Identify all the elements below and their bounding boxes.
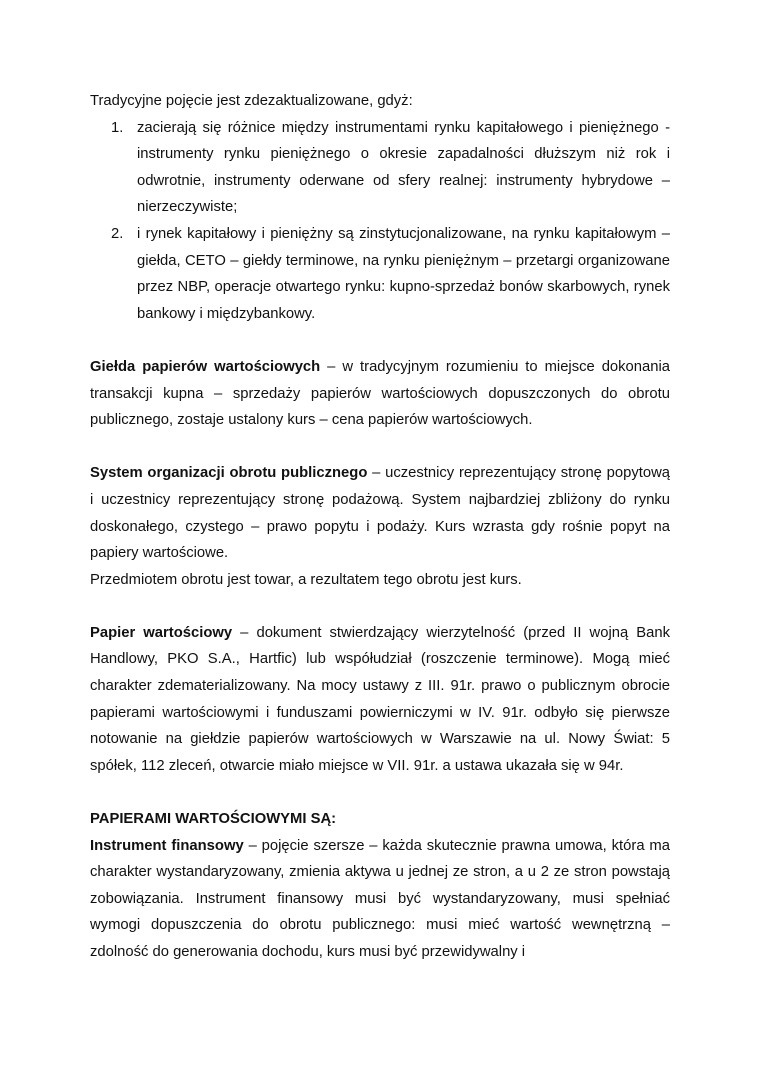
system-paragraph [90,460,670,566]
numbered-list [90,115,670,328]
list-item-text: zacierają się różnice między instrumentami rynku kapitałowego i pieniężnego - instrumenty rynku pieniężnego o okresie zapadalności dłuższym niż rok i odwrotnie, instrumenty oderwane od sfery realnej: instrumenty hybrydowe – nierzeczywiste; [137,119,670,216]
system-second-line: Przedmiotem obrotu jest towar, a rezultatem tego obrotu jest kurs. [90,571,522,588]
system-definition: – uczestnicy reprezentujący stronę popytową i uczestnicy reprezentujący stronę podażową. System najbardziej zbliżony do rynku doskonałego, czystego – prawo popytu i podaży. Kurs wzrasta gdy rośnie popyt na papiery wartościowe. [90,465,671,562]
instrument-definition: – pojęcie szersze – każda skutecznie prawna umowa, która ma charakter wystandaryzowany, zmienia aktywa u jednej ze stron, a u 2 ze stron powstają zobowiązania. Instrument finansowy musi być wystandaryzowany, musi spełniać wymogi dopuszczenia do obrotu publicznego: musi mieć wartość wewnętrzną – zdolność do generowania dochodu, kurs musi być przewidywalny i [90,837,670,960]
papier-paragraph [90,620,670,780]
list-item-number: 1. [111,119,124,136]
list-item-text: i rynek kapitałowy i pieniężny są zinstytucjonalizowane, na rynku kapitałowym – giełda, CETO – giełdy terminowe, na rynku pieniężnym – przetargi organizowane przez NBP, operacje otwartego rynku: kupno-sprzedaż bonów skarbowych, rynek bankowy i międzybankowy. [137,225,670,322]
paragraph-gap [90,327,670,354]
section-heading: PAPIERAMI WARTOŚCIOWYMI SĄ: [90,811,337,828]
instrument-term: Instrument finansowy [90,837,244,854]
gielda-paragraph [90,354,670,434]
instrument-paragraph [90,833,670,966]
system-term: System organizacji obrotu publicznego [90,465,368,482]
list-item [90,115,670,221]
gielda-definition: – w tradycyjnym rozumieniu to miejsce dokonania transakcji kupna – sprzedaży papierów wartościowych dopuszczonych do obrotu publicznego, zostaje ustalony kurs – cena papierów wartościowych. [90,358,670,429]
papier-term: Papier wartościowy [90,624,233,641]
list-item [90,221,670,327]
papier-definition: – dokument stwierdzający wierzytelność (przed II wojną Bank Handlowy, PKO S.A., Hartfic) lub współudział (roszczenie terminowe). Mogą mieć charakter zdematerializowany. Na mocy ustawy z III. 91r. prawo o publicznym obrocie papierami wartościowymi i funduszami powierniczymi w IV. 91r. odbyło się pierwsze notowanie na giełdzie papierów wartościowych w Warszawie na ul. Nowy Świat: 5 spółek, 112 zleceń, otwarcie miało miejsce w VII. 91r. a ustawa ukazała się w 94r. [90,624,670,774]
paragraph-gap [90,434,670,461]
document-page [90,88,670,966]
gielda-term: Giełda papierów wartościowych [90,358,321,375]
paragraph-gap [90,593,670,620]
list-item-number: 2. [111,225,124,242]
intro-line: Tradycyjne pojęcie jest zdezaktualizowane, gdyż: [90,93,413,109]
paragraph-gap [90,779,670,806]
